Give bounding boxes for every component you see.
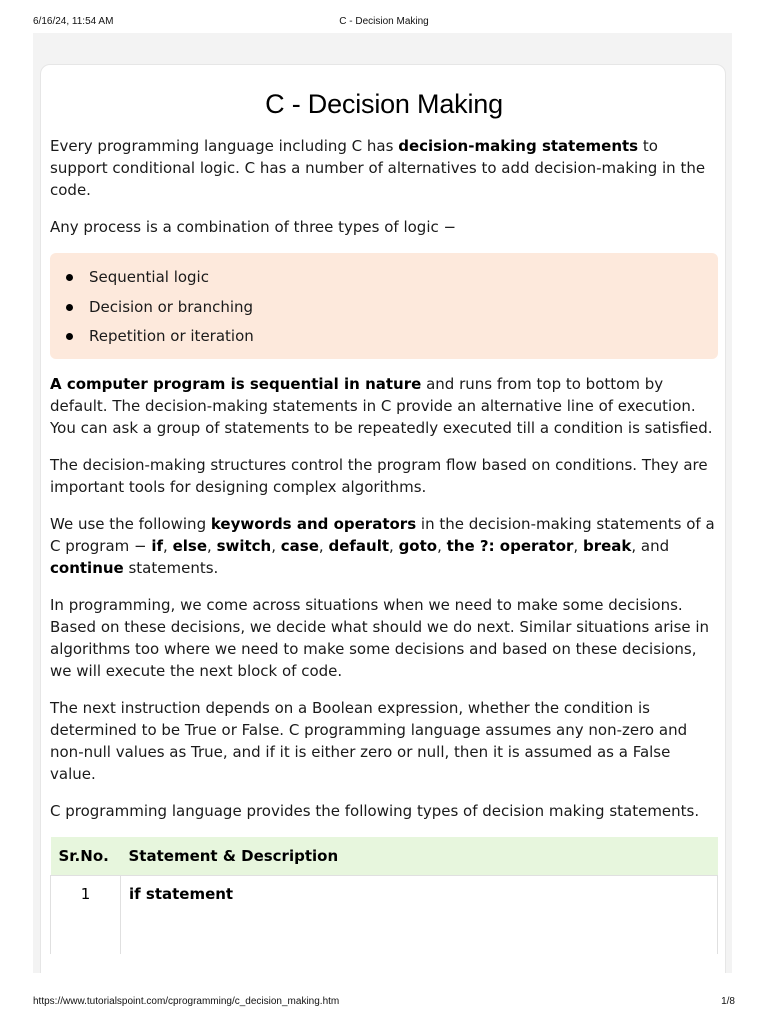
print-page-number: 1/8 <box>721 996 735 1007</box>
print-url: https://www.tutorialspoint.com/cprogramming/c_decision_making.htm <box>33 996 340 1007</box>
row-number: 1 <box>51 875 121 954</box>
logic-intro-paragraph: Any process is a combination of three types of logic − <box>50 218 457 236</box>
logic-types-list <box>50 263 718 352</box>
bullet-icon <box>66 304 73 311</box>
print-datetime: 6/16/24, 11:54 AM <box>33 16 114 27</box>
decision-statements-table <box>50 837 718 954</box>
column-header-statement: Statement & Description <box>121 837 718 876</box>
print-page-title: C - Decision Making <box>339 16 429 27</box>
print-footer <box>33 996 735 1010</box>
logic-types-box <box>50 253 718 359</box>
bullet-icon <box>66 274 73 281</box>
list-item: Decision or branching <box>50 293 718 323</box>
article-card <box>40 64 726 973</box>
keywords-paragraph: We use the following keywords and operators in the decision-making statements of a C program − if, else, switch, case, default, goto, the ?: operator, break, and continue statements. <box>50 514 715 577</box>
column-header-srno: Sr.No. <box>51 837 121 876</box>
structures-paragraph: The decision-making structures control the program flow based on conditions. They are important tools for designing complex algorithms. <box>50 455 708 496</box>
print-header <box>33 16 735 30</box>
page-title: C - Decision Making <box>265 89 503 119</box>
statement-link[interactable]: if statement <box>129 884 234 903</box>
situations-paragraph: In programming, we come across situations when we need to make some decisions. Based on these decisions, we decide what should we do next. Similar situations arise in algorithms too where we need to make some decisions and based on these decisions, we will execute the next block of code. <box>50 595 710 680</box>
table-row <box>51 875 718 954</box>
row-statement <box>121 875 718 954</box>
boolean-paragraph: The next instruction depends on a Boolean expression, whether the condition is determined to be True or False. C programming language assumes any non-zero and non-null values as True, and if it is either zero or null, then it is assumed as a False value. <box>50 698 688 783</box>
article-content <box>50 65 718 954</box>
bullet-icon <box>66 333 73 340</box>
types-intro-paragraph: C programming language provides the following types of decision making statements. <box>50 801 700 820</box>
intro-paragraph: Every programming language including C has decision-making statements to support conditional logic. C has a number of alternatives to add decision-making in the code. <box>50 137 706 199</box>
list-item: Repetition or iteration <box>50 322 718 352</box>
sequential-paragraph: A computer program is sequential in nature and runs from top to bottom by default. The decision-making statements in C provide an alternative line of execution. You can ask a group of statements to be repeatedly executed till a condition is satisfied. <box>50 374 713 437</box>
table-header-row <box>51 837 718 876</box>
list-item: Sequential logic <box>50 263 718 293</box>
page-background <box>33 33 732 973</box>
